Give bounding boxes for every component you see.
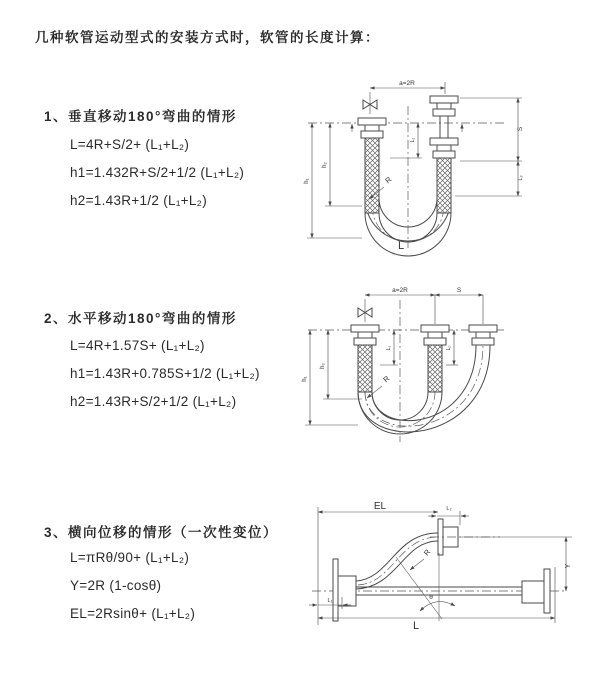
section1-formula-h2: h2=1.43R+1/2 (L₁+L₂) — [70, 193, 208, 208]
label-s: S — [456, 287, 462, 294]
label-el: EL — [373, 501, 387, 512]
dimension-h2 — [322, 123, 362, 206]
section3-heading: 3、横向位移的情形（一次性变位） — [44, 525, 279, 540]
section3-formula-L: L=πRθ/90+ (L₁+L₂) — [70, 550, 190, 565]
section1-formula-L: L=4R+S/2+ (L₁+L₂) — [70, 137, 190, 152]
label-s: S — [517, 126, 524, 132]
diagram-vertical-180-bend — [300, 68, 600, 263]
left-braided-hose — [358, 345, 372, 392]
page-title: 几种软管运动型式的安装方式时，软管的长度计算： — [35, 30, 380, 45]
label-l2: L₂ — [518, 175, 524, 181]
section3-formula-EL: EL=2Rsinθ+ (L₁+L₂) — [70, 606, 196, 621]
label-l: L — [397, 240, 405, 252]
label-h1: h₁ — [302, 376, 308, 382]
section1-formula-h1: h1=1.432R+S/2+1/2 (L₁+L₂) — [70, 165, 245, 180]
dimension-s — [460, 98, 524, 161]
section2-formula-L: L=4R+1.57S+ (L₁+L₂) — [70, 338, 205, 353]
label-a2r: a=2R — [399, 80, 415, 87]
label-h2: h₂ — [320, 363, 326, 369]
label-h1: h₁ — [304, 178, 310, 184]
dimension-s — [435, 287, 483, 295]
dimension-a2r — [365, 287, 483, 324]
dimension-l2 — [455, 161, 524, 196]
right-flange-fitting — [522, 569, 550, 613]
right-flange-lower-position — [430, 138, 458, 158]
dimension-h1 — [304, 123, 362, 238]
dimension-l2 — [428, 506, 469, 525]
valve-icon — [363, 92, 377, 114]
right-braided-hose — [437, 158, 451, 213]
label-theta: θ — [429, 594, 433, 601]
left-flange-fitting — [358, 118, 386, 138]
middle-braided-hose — [428, 345, 442, 392]
label-l2: L₂ — [446, 506, 452, 512]
dimension-l1 — [380, 330, 398, 365]
label-h2: h₂ — [322, 162, 328, 168]
section1-heading: 1、垂直移动180°弯曲的情形 — [44, 109, 237, 124]
left-flange-fitting — [333, 559, 356, 621]
diagram-horizontal-180-bend — [300, 282, 600, 467]
s-curved-hose — [356, 533, 438, 589]
label-l2: L₂ — [446, 345, 452, 351]
dimension-l2 — [446, 330, 458, 365]
section2-formula-h2: h2=1.43R+S/2+1/2 (L₁+L₂) — [70, 394, 237, 409]
right-flange-fitting-displaced — [469, 325, 497, 345]
valve-icon — [358, 299, 372, 322]
label-l: L — [412, 620, 420, 632]
dimension-l1 — [390, 123, 422, 158]
dimension-h1 — [302, 330, 358, 425]
label-a2r: a=2R — [392, 287, 408, 294]
label-y: Y — [565, 563, 572, 569]
label-l1: L₁ — [410, 137, 416, 143]
label-r: R — [421, 547, 433, 558]
section3-formula-Y: Y=2R (1-cosθ) — [70, 578, 162, 593]
right-flange-upper-position — [430, 96, 458, 138]
diagram-lateral-displacement — [300, 497, 600, 652]
section2-heading: 2、水平移动180°弯曲的情形 — [44, 311, 237, 326]
dimension-a2r — [370, 80, 445, 94]
section2-formula-h1: h1=1.43R+0.785S+1/2 (L₁+L₂) — [70, 366, 260, 381]
left-braided-hose — [365, 138, 379, 213]
label-r: R — [381, 373, 392, 385]
label-l1: L₁ — [327, 598, 333, 604]
label-r: R — [383, 174, 394, 186]
label-l1: L₁ — [386, 345, 392, 351]
middle-flange-fitting — [421, 325, 449, 345]
left-flange-fitting — [351, 325, 379, 345]
